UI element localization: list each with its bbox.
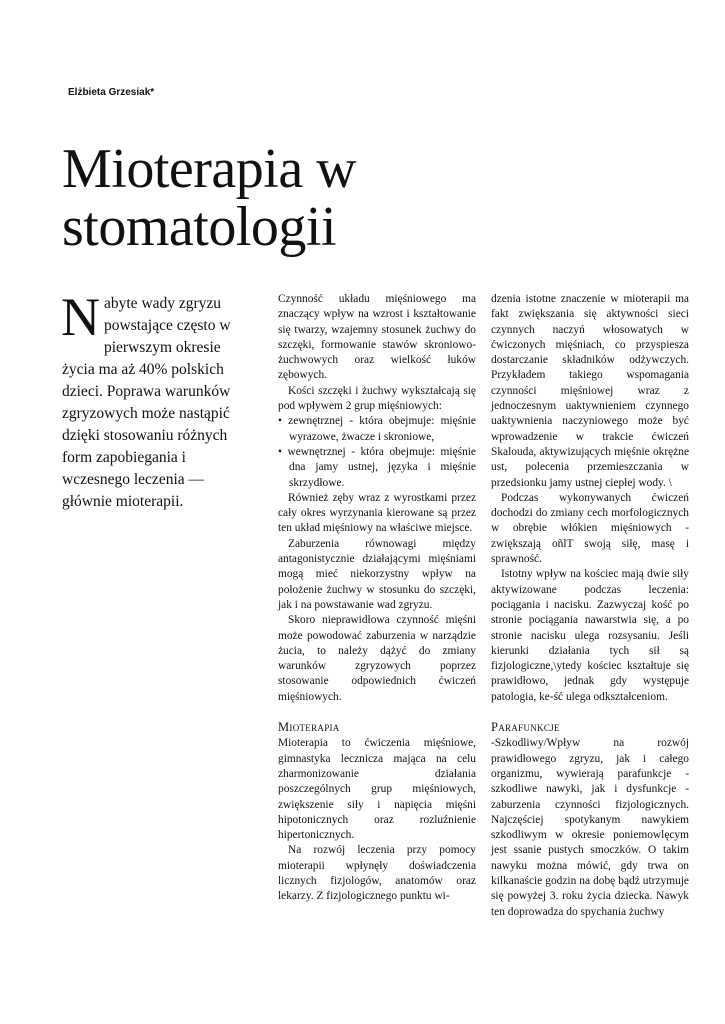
article-title: Mioterapia w stomatologii [62, 138, 357, 258]
paragraph: Czynność układu mięśniowego ma znaczący wpływ na wzrost i kształtowanie się twarzy, wzajemny stosunek żuchwy do szczęki, formowanie stawów skroniowo-żuchwowych oraz wielkość łuków zębowych. [278, 293, 476, 382]
lead-text: abyte wady zgryzu powstające często w pierwszym okresie życia ma aż 40% polskich dzieci. Poprawa warunków zgryzowych może nastąpić dzięki stosowaniu różnych form zapobiegania i wczesnego leczenia — głównie mioterapii. [62, 295, 231, 510]
paragraph: dzenia istotne znaczenie w mioterapii ma fakt zwiększania się aktywności sieci czynnych naczyń włosowatych w ćwiczonych mięśniach, co przyspiesza dostarczanie składników odżywczych. Przykładem takiego wspomagania czynności mięśniowej wraz z jednoczesnym uaktywnieniem czynnego uaktywnienia naczyniowego może być wprowadzenie w trakcie ćwiczeń Skalouda, aktywizujących mięśnie okrężne ust, polecenia przemieszczania w przedsionku jamy ustnej ciepłej wody. \ [491, 293, 689, 489]
list-item: • wewnętrznej - która obejmuje: mięśnie dna jamy ustnej, języka i mięśnie skrzydłowe. [278, 445, 476, 491]
list-item: • zewnętrznej - która obejmuje: mięśnie wyrazowe, żwacze i skroniowe, [278, 414, 476, 445]
paragraph: Zaburzenia równowagi między antagonistycznie działającymi mięśniami mogą mieć niekorzystny wpływ na położenie żuchwy w stosunku do szczęki, jak i na powstawanie wad zgryzu. [278, 537, 476, 611]
section-heading-mioterapia: Mioterapia [278, 720, 340, 735]
paragraph: Mioterapia to ćwiczenia mięśniowe, gimnastyka lecznicza mająca na celu zharmonizowanie działania poszczególnych grup mięśniowych, zwiększenie siły i napięcia mięśni hipotonicznych oraz rozluźnienie hipertonicznych. [278, 737, 476, 842]
lead-paragraph [61, 287, 244, 513]
text-column-2 [491, 292, 689, 920]
paragraph: Kości szczęki i żuchwy wykształcają się pod wpływem 2 grup mięśniowych: [278, 384, 476, 413]
section-heading-parafunkcje: Parafunkcje [491, 720, 560, 735]
paragraph: Skoro nieprawidłowa czynność mięśni może powodować zaburzenia w narządzie żucia, to należy dążyć do zmiany warunków zgryzowych poprzez stosowanie odpowiednich ćwiczeń mięśniowych. [278, 614, 476, 703]
drop-cap: N [61, 287, 100, 347]
paragraph: Istotny wpływ na kościec mają dwie siły aktywizowane podczas leczenia: pociągania i nacisku. Zazwyczaj kość po stronie pociągania nawarstwia się, a po stronie nacisku ulega rozsysaniu. Jeśli kierunki działania tych sił są fizjologiczne,\ytedy kościec kształtuje się prawidłowo, jednak gdy występuje patologia, ke-ść ulega odkształceniom. [491, 568, 689, 703]
paragraph: -Szkodliwy/Wpływ na rozwój prawidłowego zgryzu, jak i całego organizmu, wywierają parafunkcje - szkodliwe nawyki, jak i dysfunkcje - zaburzenia czynności fizjologicznych. Najczęściej spotykanym nawykiem szkodliwym w okresie poniemowlęcym jest ssanie pustych smoczków. O takim nawyku można mówić, gdy trwa on kilkanaście godzin na dobę bądź utrzymuje się powyżej 3. roku życia dziecka. Nawyk ten doprowadza do spychania żuchwy [491, 737, 689, 918]
muscle-groups-list [278, 414, 476, 490]
paragraph: Również zęby wraz z wyrostkami przez cały okres wyrzynania kierowane są przez ten układ mięśniowy na właściwe miejsce. [278, 491, 476, 535]
paragraph: Podczas wykonywanych ćwiczeń dochodzi do zmiany cech morfologicznych w obrębie włókien mięśniowych - zwiększają oñlT swoją siłę, masę i sprawność. [491, 491, 689, 566]
text-column-1 [278, 292, 476, 905]
author-name: Elżbieta Grzesiak* [68, 87, 155, 98]
paragraph: Na rozwój leczenia przy pomocy mioterapii wpłynęły doświadczenia licznych fizjologów, anatomów oraz lekarzy. Z fizjologicznego punktu wi- [278, 844, 476, 903]
